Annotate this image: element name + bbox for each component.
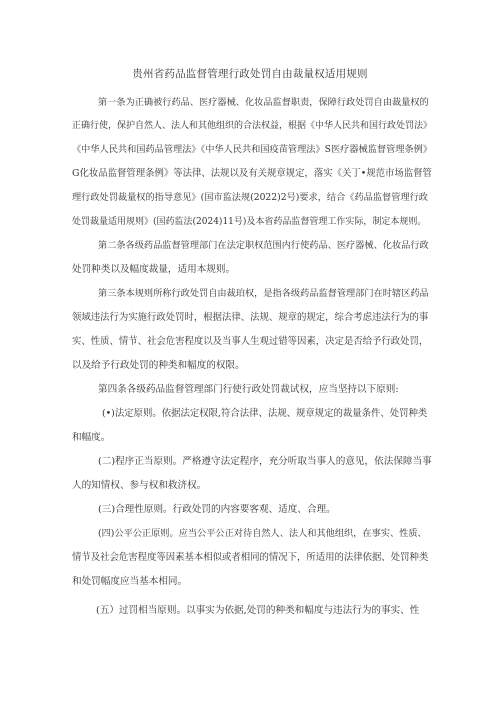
paragraph-line: 实、性质、情节、社会危害程度以及当事人生观过错等因素，决定是否给予行政处罚，: [72, 336, 429, 347]
paragraph-line: 人的知情权、参与权和救济权。: [72, 480, 207, 491]
paragraph-line: 和处罚幅度应当基本相同。: [72, 576, 188, 587]
paragraph-line: 《中华人民共和国药品管理法》《中华人民共和国疫苗管理法》S医疗器械监督管理条例》: [72, 144, 433, 155]
paragraph-line: 情节及社会危害程度等因素基本相似或者相同的情况下，所适用的法律依据、处罚种类: [72, 552, 429, 563]
paragraph-line: (四)公平公正原则。应当公平公正对待自然人、法人和其他组织，在事实、性质、: [98, 528, 427, 539]
paragraph-line: 处罚种类以及幅度裁量，适用本规则。: [72, 264, 236, 275]
paragraph-line: 正确行使，保护自然人、法人和其他组织的合法权益，根据《中华人民共和国行政处罚法》: [72, 121, 433, 131]
paragraph-line: 和幅度。: [72, 432, 111, 443]
paragraph-line: (五）过罚相当原则。以事实为依据,处罚的种类和幅度与违法行为的事实、性: [96, 605, 420, 616]
paragraph-line: 理行政处罚裁量权的指导意见》(国市监法规(2022)2号)要求，结合《药品监督管理行政: [72, 192, 428, 203]
paragraph-line: (三)合理性原则。行政处罚的内容要客观、适度、合理。: [98, 504, 336, 515]
paragraph-line: 第二条各级药品监督管理部门在法定职权范围内行使药品、医疗器械、化妆品行政: [98, 240, 429, 251]
paragraph-line: 第一条为正确被行药品、医疗器械、化妆品监督职责，保障行政处罚自由裁量权的: [98, 97, 429, 108]
paragraph-line: G化妆品监督管理条例》等法律、法规以及有关规章规定，落实《关丁•规范市场监督管: [72, 168, 432, 179]
paragraph-line: 以及给予行政处罚的种类和幅度的权限。: [72, 360, 245, 371]
paragraph-line: 领域违法行为实施行政处罚时，根据法律、法规、规章的规定，综合考虑违法行为的事: [72, 312, 429, 323]
paragraph-line: (二)程序正当原则。严格遵守法定程序，充分听取当事人的意见，依法保障当事: [98, 456, 432, 467]
paragraph-line: 第四条各级药品监督管理部门行使行政处罚裁试权，应当坚持以下原则:: [98, 384, 399, 395]
paragraph-line: 处罚裁量适用规则》(国药监法(2024)11号)及本省药品监督管理工作实际，制定本规则。: [72, 217, 427, 227]
paragraph-line: (•)法定原则。依据法定权限,符合法律、法规、规章规定的裁量条件、处罚种类: [102, 408, 428, 419]
document-title: 贵州省药品监督管理行政处罚自由裁量权适用规则: [132, 68, 368, 80]
paragraph-line: 第三条本规则所称行政处罚自由裁珀权，是指各级药品监督管理部门在时辖区药品: [98, 288, 429, 299]
